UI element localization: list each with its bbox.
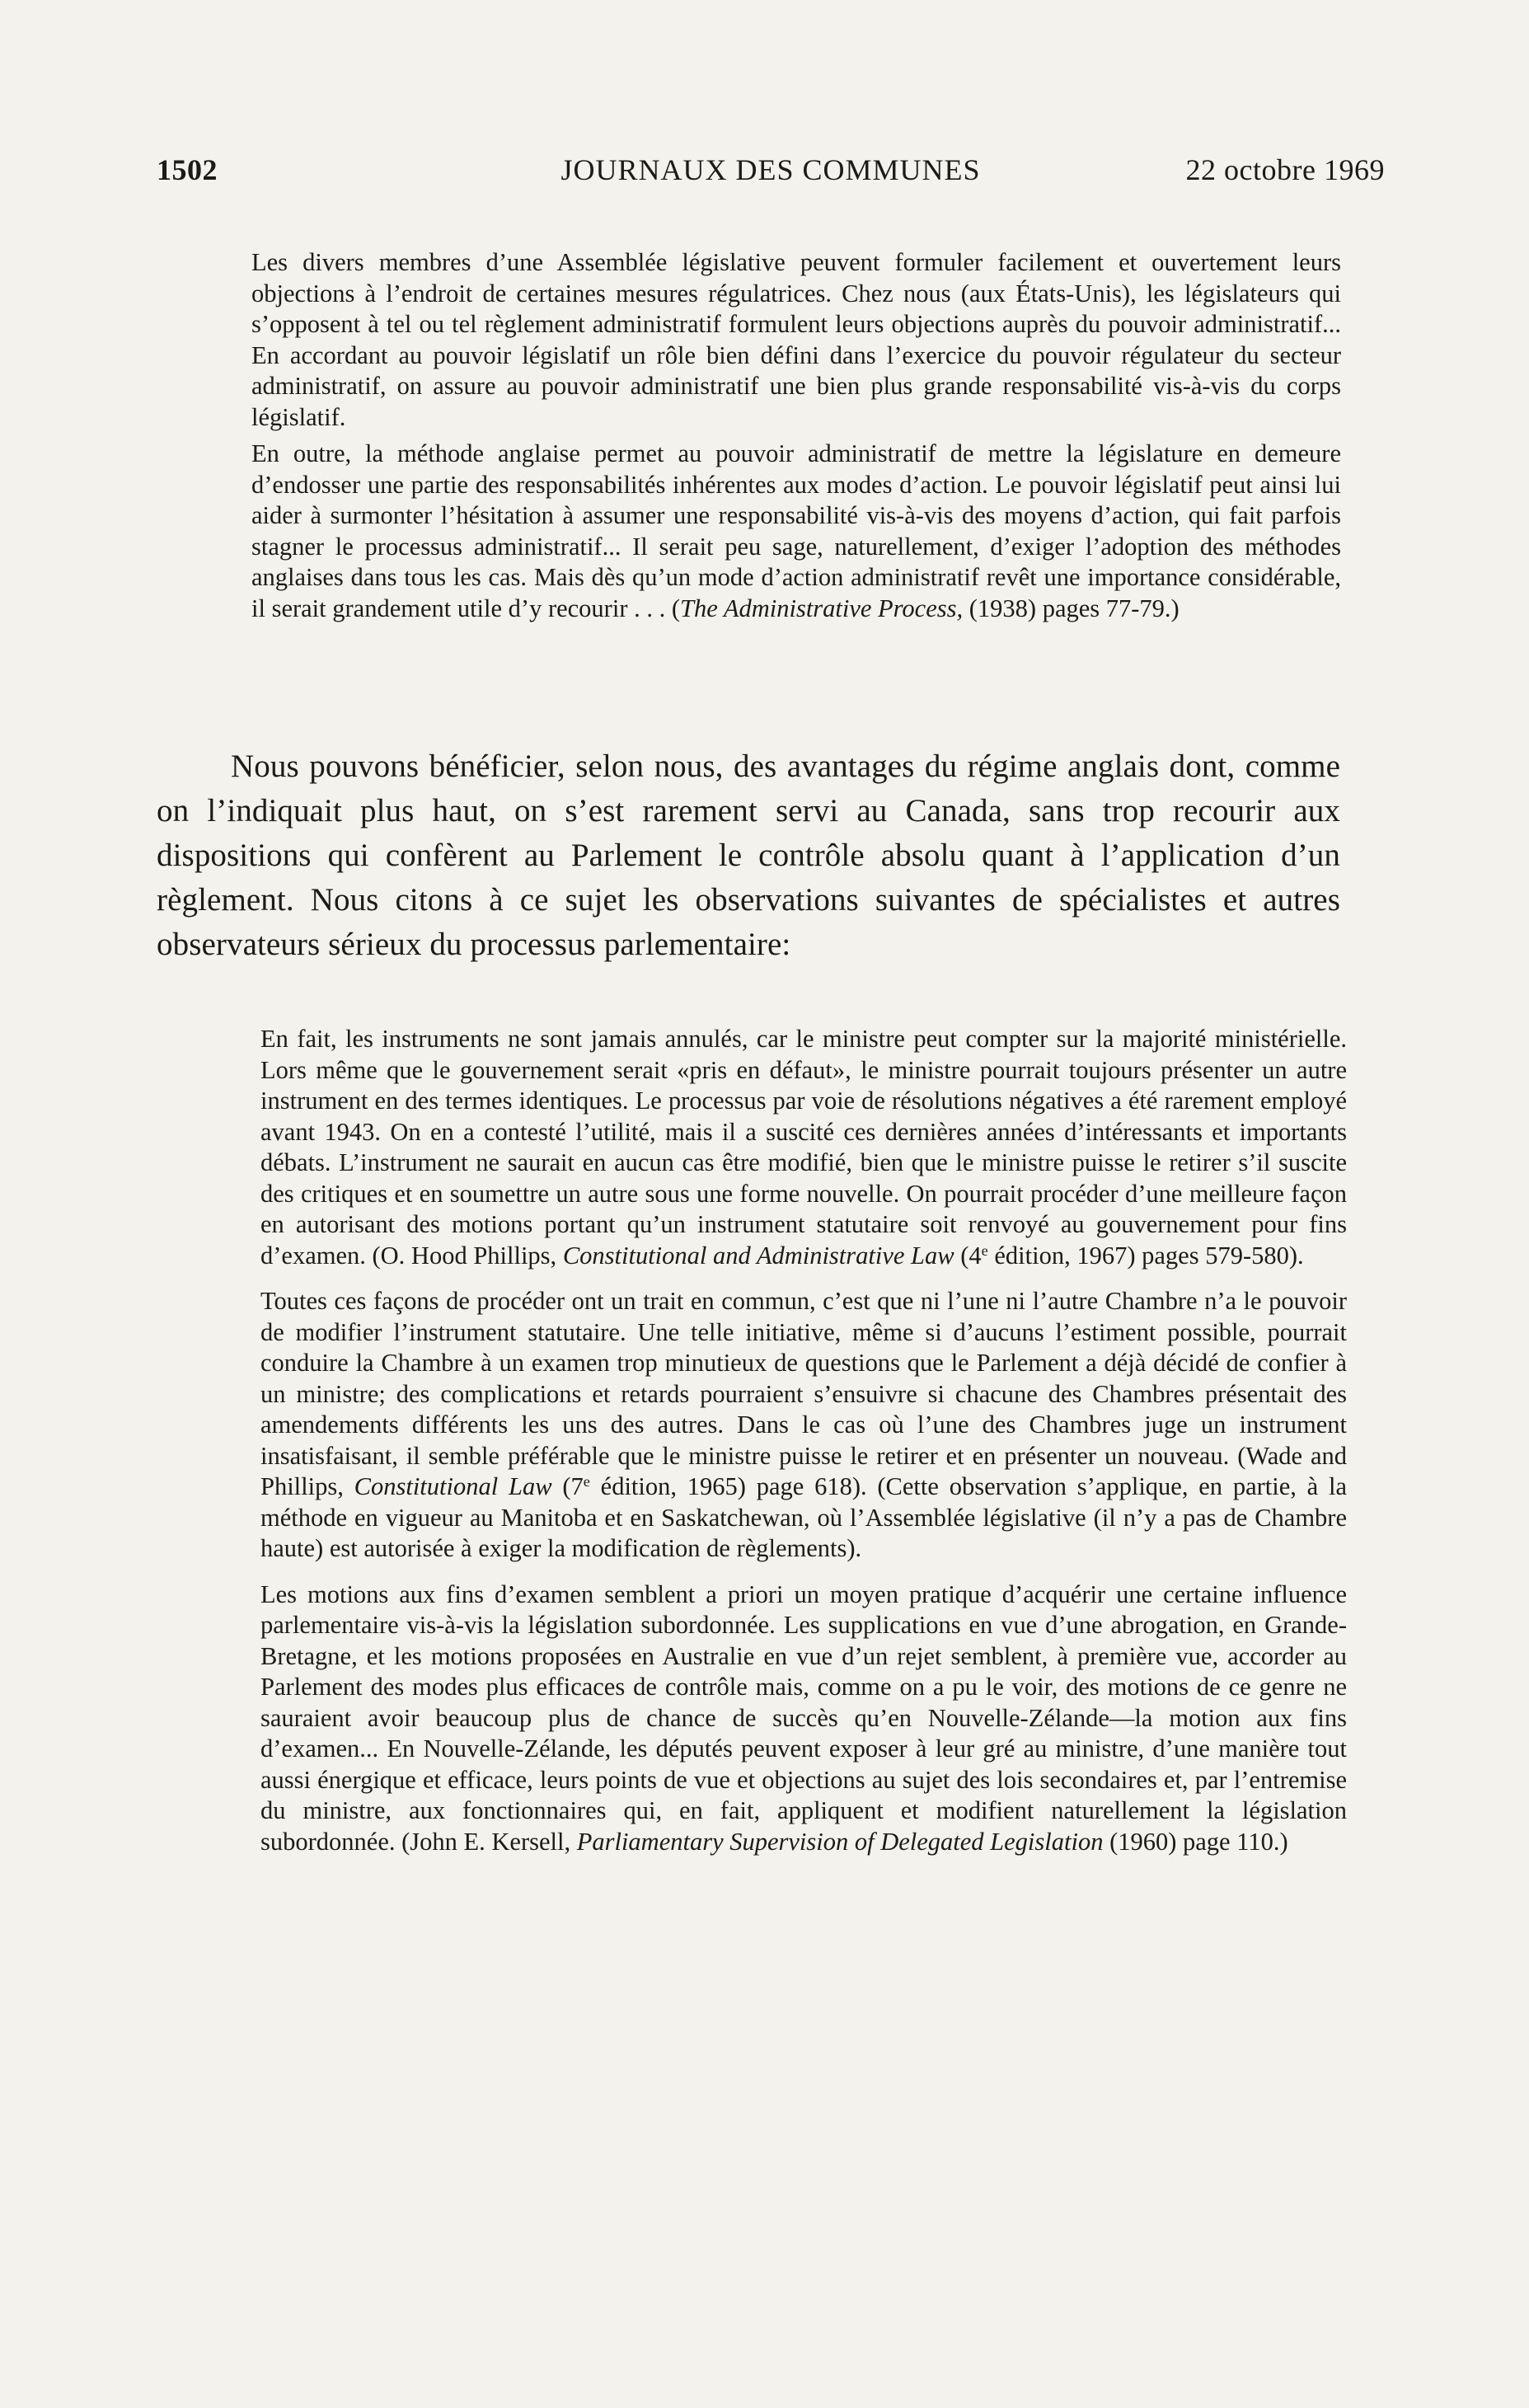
main-paragraph: Nous pouvons bénéficier, selon nous, des avantages du régime anglais dont, comme on l’indiquait plus haut, on s’est rarement servi au Canada, sans trop recourir aux dispositions qui confèrent au Parlement le contrôle absolu quant à l’application d’un règlement. Nous citons à ce sujet les observations suivantes de spécialistes et autres observateurs sérieux du processus parlementaire: — [157, 749, 1340, 962]
citation-title: The Administrative Process, — [680, 594, 964, 622]
citation-title: Parliamentary Supervision of Delegated Legislation — [576, 1827, 1104, 1856]
page-number: 1502 — [157, 153, 218, 186]
quote-block-1 — [251, 247, 1341, 624]
header-date: 22 octobre 1969 — [1185, 153, 1385, 186]
body-paragraph — [157, 744, 1340, 967]
journal-title: JOURNAUX DES COMMUNES — [560, 153, 981, 186]
quote-2-paragraph-2: Toutes ces façons de procéder ont un trait en commun, c’est que ni l’une ni l’autre Chambre n’a le pouvoir de modifier l’instrument statutaire. Une telle initiative, même si d’aucuns l’estiment possible, pourrait conduire la Chambre à un examen trop minutieux de questions que le Parlement a déjà décidé de confier à un ministre; des complications et retards pourraient s’ensuivre si chacune des Chambres présentait des amendements différents les uns des autres. Dans le cas où l’une des Chambres juge un instrument insatisfaisant, il semble préférable que le ministre puisse le retirer et en présenter un nouveau. (Wade and Phillips, Constitutional Law (7e édition, 1965) page 618). (Cette observation s’applique, en partie, à la méthode en vigueur au Manitoba et en Saskatchewan, où l’Assemblée législative (il n’y a pas de Chambre haute) est autorisée à exiger la modification de règlements). — [260, 1287, 1347, 1562]
quote-2-paragraph-1: En fait, les instruments ne sont jamais annulés, car le ministre peut compter sur la majorité ministérielle. Lors même que le gouvernement serait «pris en défaut», le ministre pourrait toujours présenter un autre instrument en des termes identiques. Le processus par voie de résolutions négatives a été rarement employé avant 1943. On en a contesté l’utilité, mais il a suscité ces dernières années d’intéressants et importants débats. L’instrument ne saurait en aucun cas être modifié, bien que le ministre puisse le retirer s’il suscite des critiques et en soumettre un autre sous une forme nouvelle. On pourrait procéder d’une meilleure façon en autorisant des motions portant qu’un instrument statutaire soit renvoyé au gouvernement pour fins d’examen. (O. Hood Phillips, Constitutional and Administrative Law (4e édition, 1967) pages 579-580). — [260, 1025, 1347, 1270]
quote-1-paragraph-2: En outre, la méthode anglaise permet au pouvoir administratif de mettre la législature en demeure d’endosser une partie des responsabilités inhérentes aux modes d’action. Le pouvoir législatif peut ainsi lui aider à surmonter l’hésitation à assumer une responsabilité vis-à-vis des moyens d’action, qui fait parfois stagner le processus administratif... Il serait peu sage, naturellement, d’exiger l’adoption des méthodes anglaises dans tous les cas. Mais dès qu’un mode d’action administratif revêt une importance considérable, il serait grandement utile d’y recourir . . . (The Administrative Process, (1938) pages 77-79.) — [251, 439, 1341, 622]
running-head — [157, 153, 1385, 202]
quote-2-paragraph-3: Les motions aux fins d’examen semblent a priori un moyen pratique d’acquérir une certaine influence parlementaire vis-à-vis la législation subordonnée. Les supplications en vue d’une abrogation, en Grande-Bretagne, et les motions proposées en Australie en vue d’un rejet semblent, à première vue, accorder au Parlement des modes plus efficaces de contrôle mais, comme on a pu le voir, des motions de ce genre ne sauraient avoir beaucoup plus de chance de succès qu’en Nouvelle-Zélande—la motion aux fins d’examen... En Nouvelle-Zélande, les députés peuvent exposer à leur gré au ministre, d’une manière tout aussi énergique et efficace, leurs points de vue et objections au sujet des lois secondaires et, par l’entremise du ministre, aux fonctionnaires qui, en fait, appliquent et modifient naturellement la législation subordonnée. (John E. Kersell, Parliamentary Supervision of Delegated Legislation (1960) page 110.) — [260, 1580, 1347, 1856]
quote-1-paragraph-1: Les divers membres d’une Assemblée législative peuvent formuler facilement et ouvertement leurs objections à l’endroit de certaines mesures régulatrices. Chez nous (aux États-Unis), les législateurs qui s’opposent à tel ou tel règlement administratif formulent leurs objections auprès du pouvoir administratif... En accordant au pouvoir législatif un rôle bien défini dans l’exercice du pouvoir régulateur du secteur administratif, on assure au pouvoir administratif une bien plus grande responsabilité vis-à-vis du corps législatif. — [251, 248, 1341, 431]
citation-title: Constitutional and Administrative Law — [562, 1241, 954, 1270]
quote-block-2 — [260, 1024, 1347, 1857]
citation-title: Constitutional Law — [354, 1472, 552, 1500]
